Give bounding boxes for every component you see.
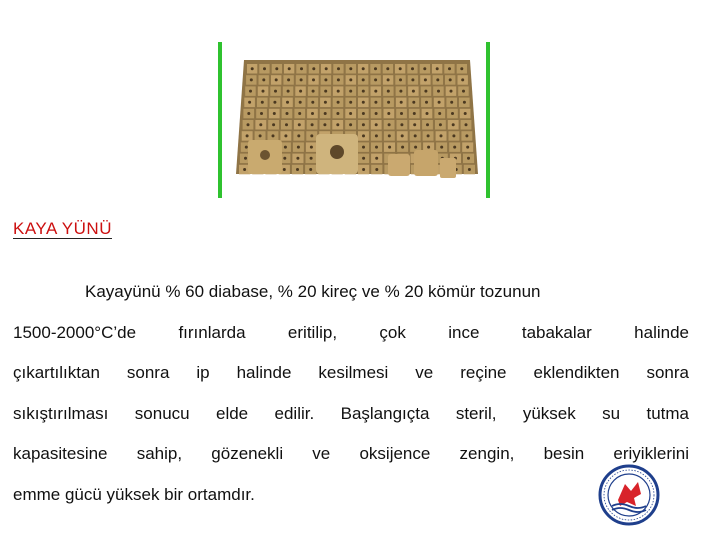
paragraph-line: Kayayünü % 60 diabase, % 20 kireç ve % 20 kömür tozunun [85, 282, 541, 301]
paragraph-line: emme gücü yüksek bir ortamdır. [13, 484, 255, 504]
paragraph-line: kapasitesine sahip, gözenekli ve oksijence zengin, besin eriyiklerini [13, 444, 689, 463]
paragraph-line: çıkartılıktan sonra ip halinde kesilmesi ve reçine eklendikten sonra [13, 363, 689, 382]
university-logo [598, 464, 660, 526]
paragraph-line: sıkıştırılması sonucu elde edilir. Başlangıçta steril, yüksek su tutma [13, 403, 689, 423]
left-green-bar [218, 42, 222, 198]
body-paragraph [13, 272, 689, 515]
right-green-bar [486, 42, 490, 198]
logo-emblem-icon [598, 464, 660, 526]
rockwool-cubes-image [218, 42, 490, 200]
rockwool-tray-photo [218, 42, 490, 200]
section-title: KAYA YÜNÜ [13, 219, 112, 238]
paragraph-line: 1500-2000°C’de fırınlarda eritilip, çok ince tabakalar halinde [13, 322, 689, 342]
